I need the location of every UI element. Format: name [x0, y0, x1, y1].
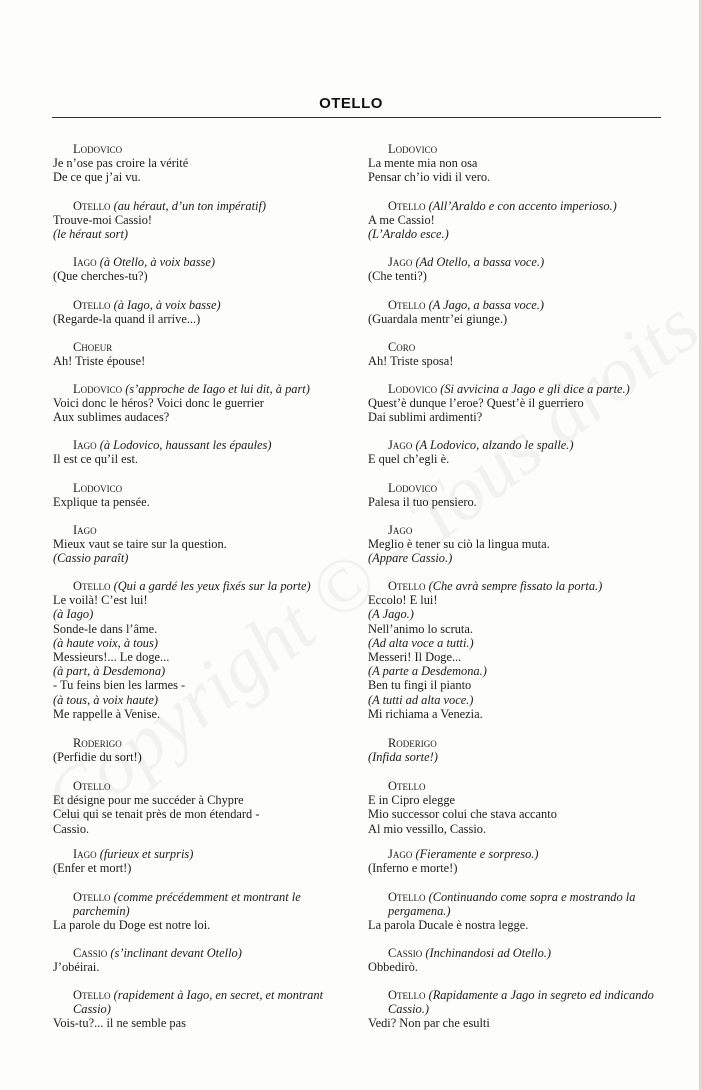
lyric-line: Je n’ose pas croire la vérité — [53, 156, 189, 171]
speaker-name: Iago — [73, 438, 97, 452]
stage-direction: (rapidement à Iago, en secret, et montrant Cassio) — [73, 988, 324, 1017]
speaker-name: Jago — [388, 847, 413, 861]
lyric-line: Le voilà! C’est lui! — [53, 593, 148, 608]
speaker-name: Otello — [73, 890, 111, 904]
speaker-name: Cassio — [388, 946, 423, 960]
speech-block — [368, 142, 668, 185]
speaker-name: Roderigo — [388, 736, 437, 750]
speech-block — [53, 382, 353, 425]
speech-heading — [53, 255, 353, 269]
speaker-name: Otello — [388, 298, 426, 312]
speech-block — [53, 298, 353, 326]
speech-block — [368, 579, 668, 721]
stage-direction: (Continuando come sopra e mostrando la pergamena.) — [388, 890, 636, 919]
speech-block — [368, 438, 668, 466]
speech-block — [53, 890, 353, 933]
speaker-name: Lodovico — [73, 481, 123, 495]
speech-block — [53, 988, 353, 1031]
lyric-line: Mieux vaut se taire sur la question. — [53, 537, 227, 552]
speaker-name: Jago — [388, 255, 413, 269]
speech-heading — [53, 579, 353, 593]
speech-heading — [53, 736, 353, 750]
lyric-line: Quest’è dunque l’eroe? Quest’è il guerriero — [368, 396, 584, 411]
lyric-line: Mi richiama a Venezia. — [368, 706, 483, 721]
stage-direction: (Inchinandosi ad Otello.) — [425, 946, 551, 960]
speech-block — [53, 481, 353, 509]
speech-block — [368, 779, 668, 836]
lyric-line: Ah! Triste épouse! — [53, 354, 146, 369]
speech-heading — [368, 382, 668, 396]
speaker-name: Iago — [73, 523, 97, 537]
stage-direction: (comme précédemment et montrant le parchemin) — [73, 890, 301, 919]
lyric-line: Cassio. — [53, 821, 90, 836]
lyric-line: Al mio vessillo, Cassio. — [368, 821, 487, 836]
speaker-name: Otello — [73, 298, 111, 312]
speech-heading — [53, 946, 353, 960]
lyric-line: Et désigne pour me succéder à Chypre — [53, 793, 244, 808]
speaker-name: Cassio — [73, 946, 108, 960]
lyric-line: Me rappelle à Venise. — [53, 706, 161, 721]
speech-heading — [368, 736, 668, 750]
speech-block — [368, 890, 668, 933]
stage-direction: (All’Araldo e con accento imperioso.) — [428, 199, 617, 213]
lyric-line: (Regarde-la quand il arrive...) — [53, 312, 201, 327]
stage-direction: (Rapidamente a Jago in segreto ed indicando Cassio.) — [388, 988, 654, 1017]
page-title: OTELLO — [319, 95, 383, 112]
speech-block — [53, 523, 353, 566]
speech-heading — [368, 523, 668, 537]
speech-block — [53, 736, 353, 764]
speaker-name: Coro — [388, 340, 416, 354]
lyric-line: Vedi? Non par che esulti — [368, 1016, 490, 1031]
lyric-line: Voici donc le héros? Voici donc le guerrier — [53, 396, 264, 411]
speech-block — [368, 340, 668, 368]
speech-heading — [53, 199, 353, 213]
speech-heading — [368, 142, 668, 156]
lyric-line: Il est ce qu’il est. — [53, 452, 138, 467]
lyric-line: Meglio è tener su ciò la lingua muta. — [368, 537, 550, 552]
lyric-line: (Che tenti?) — [368, 269, 427, 284]
speaker-name: Iago — [73, 255, 97, 269]
stage-direction: (à Iago, à voix basse) — [113, 298, 221, 312]
stage-direction-line: (A Jago.) — [368, 607, 414, 622]
speech-heading — [53, 890, 353, 918]
speech-heading — [368, 946, 668, 960]
lyric-line: A me Cassio! — [368, 213, 435, 228]
stage-direction: (Qui a gardé les yeux fixés sur la porte) — [113, 579, 311, 593]
speech-heading — [368, 298, 668, 312]
stage-direction: (furieux et surpris) — [99, 847, 194, 861]
stage-direction-line: (Ad alta voce a tutti.) — [368, 635, 474, 650]
speaker-name: Lodovico — [73, 382, 123, 396]
lyric-line: Messeri! Il Doge... — [368, 650, 462, 665]
speech-heading — [53, 340, 353, 354]
speaker-name: Otello — [388, 779, 426, 793]
speaker-name: Jago — [388, 438, 413, 452]
lyric-line: Ben tu fingi il pianto — [368, 678, 472, 693]
speech-heading — [53, 382, 353, 396]
speech-heading — [53, 779, 353, 793]
stage-direction-line: (L’Araldo esce.) — [368, 227, 449, 242]
stage-direction-line: (à Iago) — [53, 607, 94, 622]
speech-block — [368, 382, 668, 425]
speaker-name: Otello — [388, 890, 426, 904]
stage-direction: (A Jago, a bassa voce.) — [428, 298, 544, 312]
speech-block — [53, 579, 353, 721]
lyric-line: La parole du Doge est notre loi. — [53, 918, 211, 933]
stage-direction-line: (Appare Cassio.) — [368, 551, 453, 566]
lyric-line: Trouve-moi Cassio! — [53, 213, 153, 228]
lyric-line: Aux sublimes audaces? — [53, 410, 170, 425]
stage-direction: (A Lodovico, alzando le spalle.) — [415, 438, 574, 452]
stage-direction-line: (à haute voix, à tous) — [53, 635, 158, 650]
speech-heading — [53, 988, 353, 1016]
lyric-line: De ce que j’ai vu. — [53, 170, 141, 185]
lyric-line: Mio successor colui che stava accanto — [368, 807, 557, 822]
speaker-name: Lodovico — [388, 382, 438, 396]
speaker-name: Otello — [388, 199, 426, 213]
speaker-name: Otello — [388, 579, 426, 593]
speech-heading — [53, 847, 353, 861]
stage-direction: (à Lodovico, haussant les épaules) — [99, 438, 272, 452]
lyric-line: La parola Ducale è nostra legge. — [368, 918, 529, 933]
speaker-name: Choeur — [73, 340, 113, 354]
speech-heading — [368, 988, 668, 1016]
speaker-name: Otello — [73, 579, 111, 593]
speech-block — [53, 199, 353, 242]
stage-direction-line: (le héraut sort) — [53, 227, 129, 242]
stage-direction-line: (à tous, à voix haute) — [53, 692, 158, 707]
speech-heading — [368, 847, 668, 861]
speech-heading — [368, 255, 668, 269]
speech-block — [368, 255, 668, 283]
stage-direction: (s’inclinant devant Otello) — [110, 946, 242, 960]
speech-heading — [368, 199, 668, 213]
speech-block — [53, 847, 353, 875]
speech-block — [368, 847, 668, 875]
speech-block — [368, 736, 668, 764]
lyric-line: Explique ta pensée. — [53, 495, 150, 510]
lyric-line: Dai sublimi ardimenti? — [368, 410, 483, 425]
speech-heading — [53, 142, 353, 156]
speaker-name: Roderigo — [73, 736, 122, 750]
lyric-line: Palesa il tuo pensiero. — [368, 495, 477, 510]
speech-heading — [368, 779, 668, 793]
stage-direction-line: (Cassio paraît) — [53, 551, 129, 566]
lyric-line: (Guardala mentr’ei giunge.) — [368, 312, 508, 327]
speech-block — [368, 946, 668, 974]
speaker-name: Otello — [73, 988, 111, 1002]
stage-direction: (s’approche de Iago et lui dit, à part) — [125, 382, 310, 396]
speech-heading — [53, 523, 353, 537]
lyric-line: Vois-tu?... il ne semble pas — [53, 1016, 186, 1031]
lyric-line: - Tu feins bien les larmes - — [53, 678, 186, 693]
stage-direction: (Fieramente e sorpreso.) — [415, 847, 539, 861]
speech-heading — [368, 481, 668, 495]
lyric-line: E in Cipro elegge — [368, 793, 456, 808]
lyric-line: (Inferno e morte!) — [368, 861, 458, 876]
stage-direction: (Si avvicina a Jago e gli dice a parte.) — [440, 382, 630, 396]
speaker-name: Otello — [388, 988, 426, 1002]
lyric-line: Nell’animo lo scruta. — [368, 621, 473, 636]
lyric-line: (Enfer et mort!) — [53, 861, 132, 876]
speech-heading — [368, 340, 668, 354]
speech-block — [53, 946, 353, 974]
lyric-line: Pensar ch’io vidi il vero. — [368, 170, 491, 185]
speech-block — [368, 523, 668, 566]
speech-block — [368, 481, 668, 509]
speech-heading — [53, 481, 353, 495]
speech-heading — [53, 298, 353, 312]
speech-heading — [368, 438, 668, 452]
speaker-name: Otello — [73, 199, 111, 213]
speaker-name: Lodovico — [388, 142, 438, 156]
speech-block — [53, 340, 353, 368]
speaker-name: Lodovico — [388, 481, 438, 495]
lyric-line: Celui qui se tenait près de mon étendard - — [53, 807, 260, 822]
speech-block — [53, 438, 353, 466]
speech-block — [368, 199, 668, 242]
stage-direction-line: (A parte a Desdemona.) — [368, 664, 487, 679]
speech-block — [53, 255, 353, 283]
lyric-line: (Que cherches-tu?) — [53, 269, 148, 284]
title-rule — [52, 117, 661, 118]
speaker-name: Otello — [73, 779, 111, 793]
lyric-line: Eccolo! E lui! — [368, 593, 438, 608]
lyric-line: (Perfidie du sort!) — [53, 750, 142, 765]
speaker-name: Iago — [73, 847, 97, 861]
speech-block — [53, 142, 353, 185]
lyric-line: J’obéirai. — [53, 960, 100, 975]
stage-direction-line: (Infida sorte!) — [368, 750, 438, 765]
speech-heading — [368, 579, 668, 593]
lyric-line: Messieurs!... Le doge... — [53, 650, 170, 665]
stage-direction-line: (à part, à Desdemona) — [53, 664, 166, 679]
speech-heading — [368, 890, 668, 918]
stage-direction: (Che avrà sempre fissato la porta.) — [428, 579, 603, 593]
lyric-line: E quel ch’egli è. — [368, 452, 450, 467]
speaker-name: Lodovico — [73, 142, 123, 156]
stage-direction: (au héraut, d’un ton impératif) — [113, 199, 267, 213]
lyric-line: Obbedirò. — [368, 960, 418, 975]
speech-block — [368, 298, 668, 326]
speech-heading — [53, 438, 353, 452]
lyric-line: Sonde-le dans l’âme. — [53, 621, 158, 636]
speech-block — [368, 988, 668, 1031]
stage-direction: (Ad Otello, a bassa voce.) — [415, 255, 545, 269]
speaker-name: Jago — [388, 523, 413, 537]
lyric-line: La mente mia non osa — [368, 156, 478, 171]
stage-direction-line: (A tutti ad alta voce.) — [368, 692, 474, 707]
lyric-line: Ah! Triste sposa! — [368, 354, 454, 369]
speech-block — [53, 779, 353, 836]
stage-direction: (à Otello, à voix basse) — [99, 255, 216, 269]
